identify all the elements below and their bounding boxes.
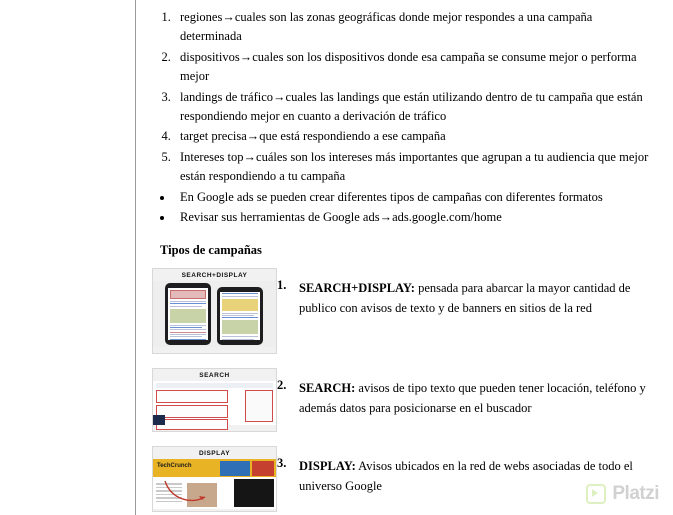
campaign-title: SEARCH: xyxy=(299,381,356,396)
campaign-text: Avisos ubicados en la red de webs asociadas de todo el universo Google xyxy=(299,459,633,494)
bulleted-list xyxy=(146,188,657,227)
campaign-text: avisos de tipo texto que pueden tener locación, teléfono y además datos para posicionarse en el buscador xyxy=(299,381,646,416)
document-content xyxy=(136,0,673,515)
campaign-description-2 xyxy=(277,368,657,418)
thumbnail-image xyxy=(152,268,277,354)
thumbnail-image xyxy=(152,368,277,432)
thumbnail-image xyxy=(152,446,277,512)
campaign-title: SEARCH+DISPLAY: xyxy=(299,281,415,296)
campaign-thumbnail-search xyxy=(152,368,277,432)
table-left-column xyxy=(0,0,136,515)
campaign-description-1 xyxy=(277,268,657,318)
campaign-number: 1. xyxy=(277,278,287,293)
phone-left-icon xyxy=(165,283,211,345)
campaign-type-list xyxy=(146,268,657,512)
campaign-number: 3. xyxy=(277,456,287,471)
campaign-thumbnail-display xyxy=(152,446,277,512)
numbered-list xyxy=(146,8,657,186)
phones-illustration xyxy=(153,281,276,347)
phone-right-icon xyxy=(217,287,263,345)
techcrunch-logo: TechCrunch xyxy=(157,463,192,470)
section-title: Tipos de campañas xyxy=(160,243,262,258)
list-item: 1. regiones→cuales son las zonas geográficas donde mejor respondes a una campaña determinada xyxy=(174,8,657,47)
campaign-number: 2. xyxy=(277,378,287,393)
list-item: 3. landings de tráfico→cuales las landings que están utilizando dentro de tu campaña que están respondiendo mejor en cuanto a derivación de tráfico xyxy=(174,88,657,127)
display-ad-illustration xyxy=(153,459,276,509)
platzi-logo-icon xyxy=(586,484,606,504)
campaign-title: DISPLAY: xyxy=(299,459,356,474)
list-item: 2. dispositivos→cuales son los dispositivos donde esa campaña se consume mejor o performa mejor xyxy=(174,48,657,87)
watermark-label: Platzi xyxy=(612,483,659,504)
list-item: 5. Intereses top→cuáles son los intereses más importantes que agrupan a tu audiencia que mejor están respondiendo a tu campaña xyxy=(174,148,657,187)
list-item xyxy=(146,446,657,512)
platzi-watermark xyxy=(586,483,659,505)
thumbnail-caption: SEARCH+DISPLAY xyxy=(153,269,276,281)
list-item: • En Google ads se pueden crear diferentes tipos de campañas con diferentes formatos xyxy=(174,188,657,207)
campaign-text: pensada para abarcar la mayor cantidad de publico con avisos de texto y de banners en sitios de la red xyxy=(299,281,631,316)
list-item xyxy=(146,268,657,354)
thumbnail-caption: SEARCH xyxy=(153,369,276,381)
list-item: • Revisar sus herramientas de Google ads→ads.google.com/home xyxy=(174,208,657,227)
thumbnail-caption: DISPLAY xyxy=(153,447,276,459)
serp-illustration xyxy=(153,381,276,425)
list-item xyxy=(146,368,657,432)
red-arrow-icon xyxy=(161,479,231,509)
campaign-thumbnail-search-display xyxy=(152,268,277,354)
list-item: 4. target precisa→que está respondiendo a ese campaña xyxy=(174,127,657,146)
